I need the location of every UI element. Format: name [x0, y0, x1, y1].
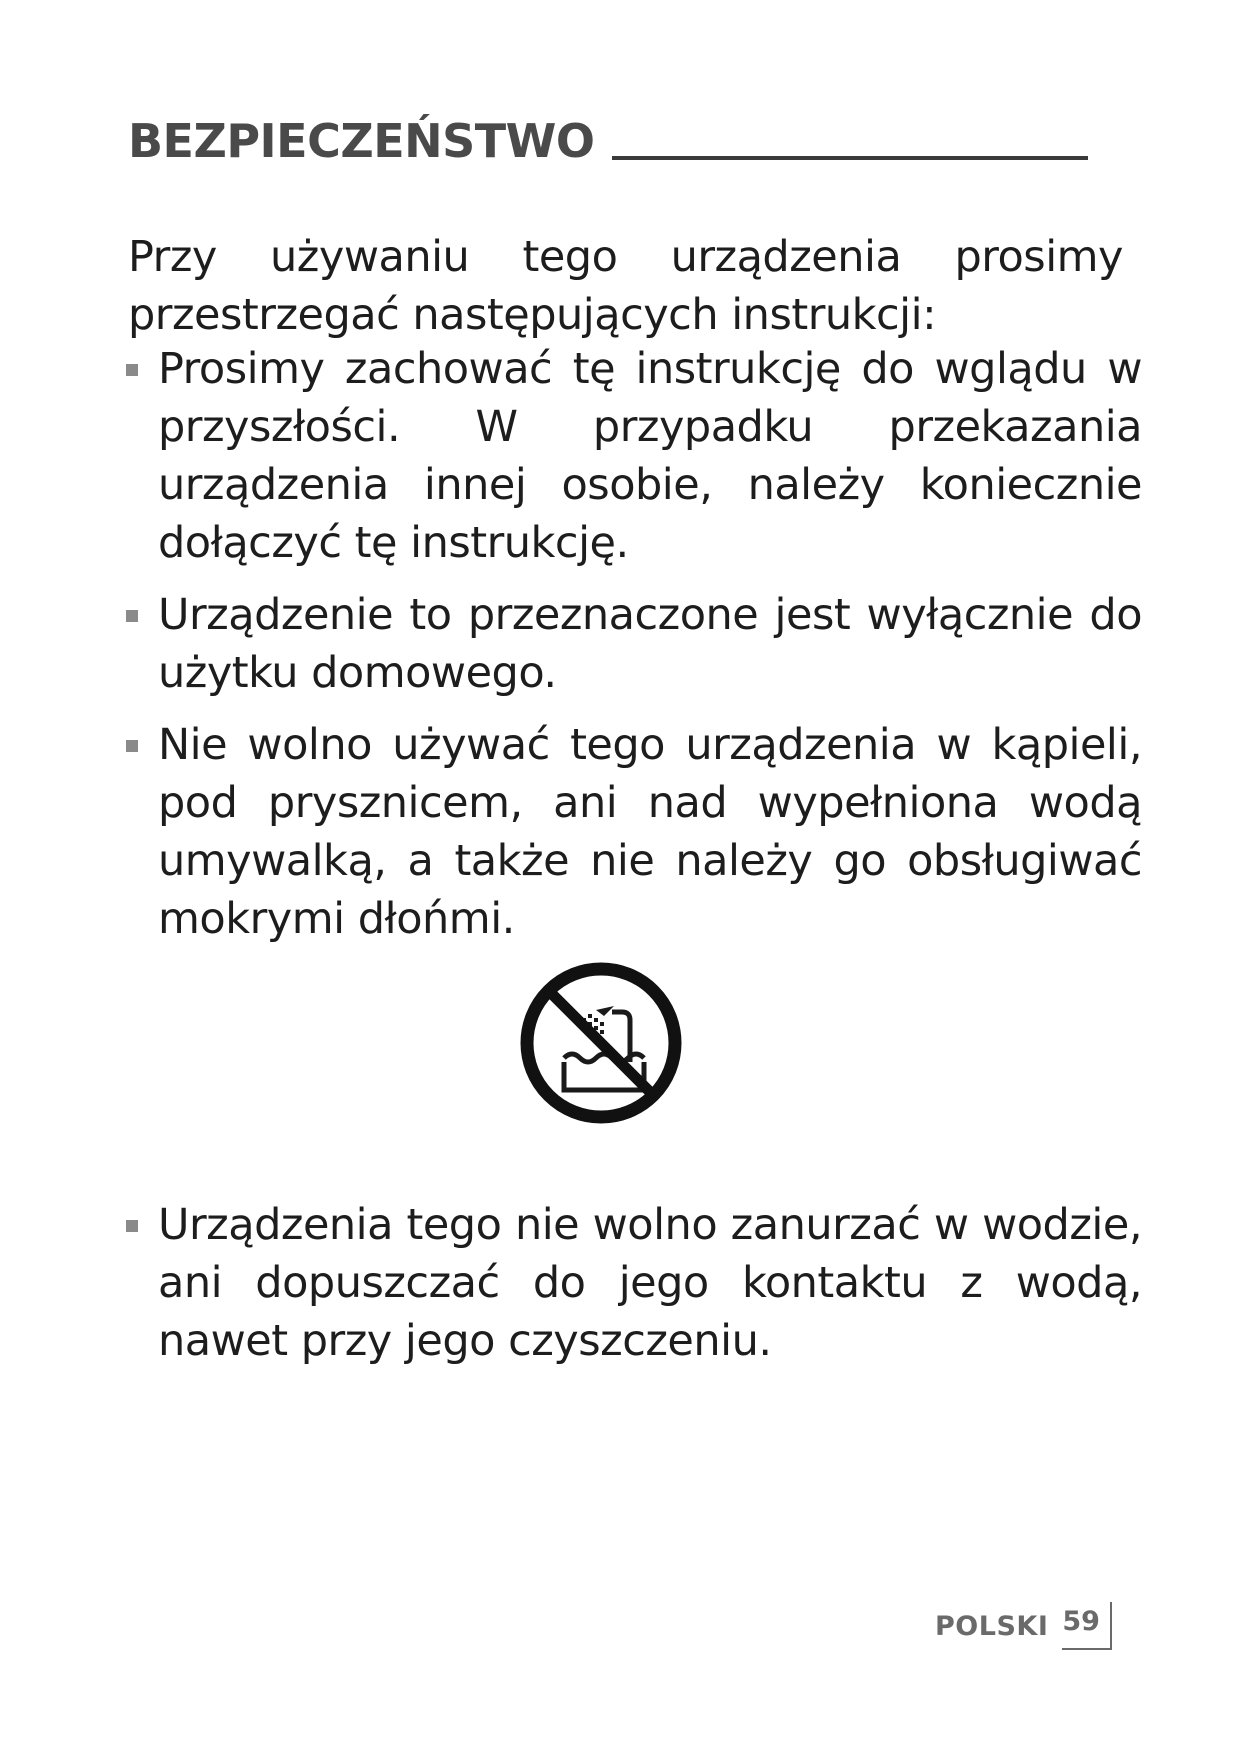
section-heading: [128, 114, 1088, 168]
list-item: [126, 1196, 1142, 1370]
shower-head: [596, 1006, 614, 1016]
page-footer: [935, 1600, 1112, 1652]
list-item: [126, 586, 1142, 702]
list-item-text: Urządzenie to przeznaczone jest wyłącznie do użytku domowego.: [158, 590, 1142, 698]
list-item-text: Urządzenia tego nie wolno zanurzać w wodzie, ani dopuszczać do jego kontaktu z wodą, nawet przy jego czyszczeniu.: [158, 1200, 1142, 1366]
bullet-square-icon: [126, 740, 138, 752]
list-item-text: Prosimy zachować tę instrukcję do wglądu w przyszłości. W przypadku przekazania urządzenia innej osobie, należy koniecznie dołączyć tę instrukcję.: [158, 344, 1142, 568]
list-item-text: Nie wolno używać tego urządzenia w kąpieli, pod prysznicem, ani nad wypełniona wodą umywalką, a także nie należy go obsługiwać mokrymi dłońmi.: [158, 720, 1142, 944]
page-number: 59: [1062, 1602, 1112, 1650]
heading-rule: [612, 156, 1088, 160]
bullet-square-icon: [126, 610, 138, 622]
bullet-square-icon: [126, 1220, 138, 1232]
bullet-square-icon: [126, 364, 138, 376]
footer-language: POLSKI: [935, 1610, 1049, 1642]
list-item: [126, 340, 1142, 572]
list-item: [126, 716, 1142, 948]
no-bath-shower-icon: [516, 958, 686, 1128]
section-title: BEZPIECZEŃSTWO: [128, 114, 595, 168]
intro-paragraph: Przy używaniu tego urządzenia prosimy przestrzegać następujących instrukcji:: [128, 232, 1123, 340]
